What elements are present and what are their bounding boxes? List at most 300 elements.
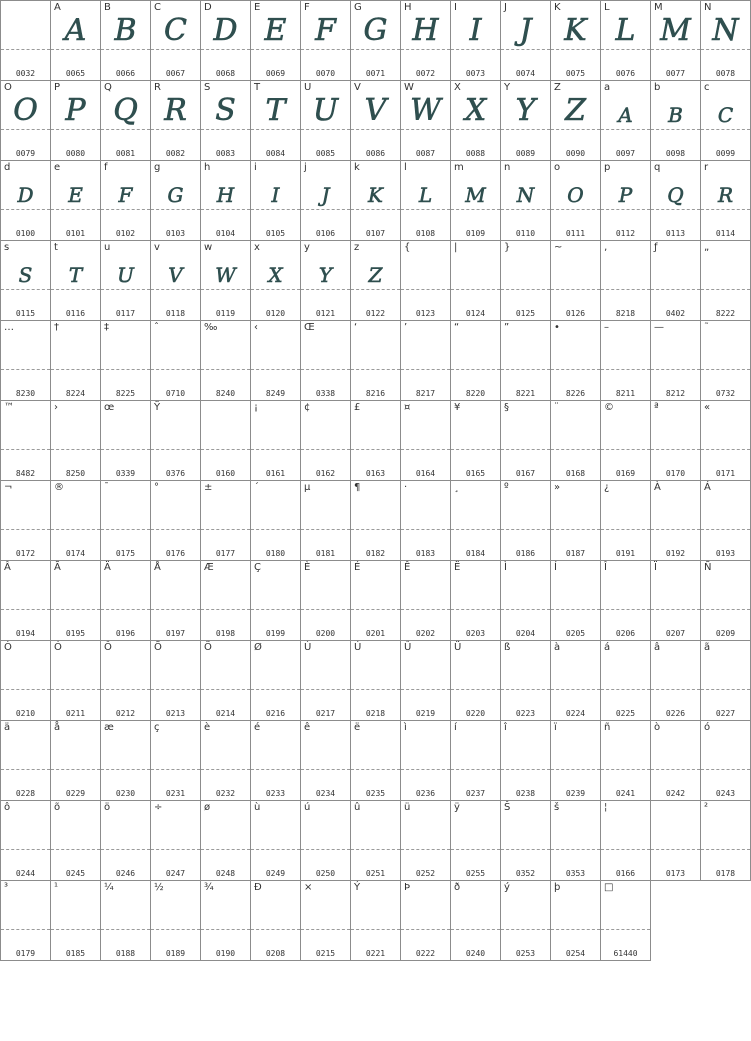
character-code: 0353 [565, 869, 586, 878]
glyph-cell [451, 161, 501, 241]
character-label: û [354, 802, 361, 813]
character-label: R [154, 82, 161, 93]
glyph-cell [301, 481, 351, 561]
glyph-sample: V [168, 263, 183, 287]
glyph-cell [401, 801, 451, 881]
character-label: E [254, 2, 261, 13]
character-label: â [654, 642, 661, 653]
glyph-cell [351, 241, 401, 321]
character-label: è [204, 722, 211, 733]
glyph-cell [101, 881, 151, 961]
glyph-sample [651, 255, 700, 287]
baseline-guide [551, 129, 600, 130]
glyph-cell [151, 401, 201, 481]
character-label: ê [304, 722, 311, 733]
character-code: 0187 [565, 549, 586, 558]
baseline-guide [401, 769, 450, 770]
glyph-cell [701, 481, 751, 561]
glyph-sample: A [618, 103, 633, 127]
glyph-sample [451, 815, 500, 847]
character-code: 0710 [165, 389, 186, 398]
character-code: 0071 [365, 69, 386, 78]
glyph-sample [251, 415, 300, 447]
baseline-guide [201, 609, 250, 610]
glyph-sample [601, 895, 650, 927]
glyph-sample [501, 335, 550, 367]
glyph-sample: F [315, 13, 336, 48]
character-code: 0088 [465, 149, 486, 158]
baseline-guide [651, 289, 700, 290]
character-code: 0104 [215, 229, 236, 238]
character-label: ¶ [354, 482, 361, 493]
character-label: µ [304, 482, 311, 493]
character-code: 0249 [265, 869, 286, 878]
glyph-sample: K [564, 13, 587, 48]
glyph-cell [351, 161, 401, 241]
baseline-guide [251, 769, 300, 770]
character-label: ˜ [704, 322, 709, 333]
glyph-sample [1, 575, 50, 607]
character-code: 0225 [615, 709, 636, 718]
character-code: 0178 [715, 869, 736, 878]
character-code: 0236 [415, 789, 436, 798]
glyph-sample: Z [565, 93, 586, 128]
glyph-cell [551, 481, 601, 561]
baseline-guide [301, 49, 350, 50]
glyph-sample: B [668, 103, 683, 127]
baseline-guide [601, 209, 650, 210]
character-label: › [54, 402, 58, 413]
glyph-sample [101, 815, 150, 847]
character-code: 0241 [615, 789, 636, 798]
glyph-cell [201, 1, 251, 81]
glyph-sample [101, 495, 150, 527]
character-code: 0220 [465, 709, 486, 718]
baseline-guide [301, 369, 350, 370]
baseline-guide [501, 49, 550, 50]
character-code: 0097 [615, 149, 636, 158]
glyph-sample [701, 735, 750, 767]
baseline-guide [501, 369, 550, 370]
character-label: ú [304, 802, 311, 813]
baseline-guide [551, 369, 600, 370]
character-code: 0124 [465, 309, 486, 318]
glyph-cell [501, 641, 551, 721]
character-label: o [554, 162, 561, 173]
baseline-guide [401, 689, 450, 690]
glyph-sample [301, 735, 350, 767]
character-label: ¬ [4, 482, 13, 493]
glyph-sample [651, 495, 700, 527]
character-code: 0207 [665, 629, 686, 638]
character-code: 0198 [215, 629, 236, 638]
character-code: 0188 [115, 949, 136, 958]
glyph-sample [251, 335, 300, 367]
character-code: 0066 [115, 69, 136, 78]
character-code: 0240 [465, 949, 486, 958]
glyph-sample [601, 495, 650, 527]
baseline-guide [1, 49, 50, 50]
character-label: · [404, 482, 408, 493]
glyph-cell [601, 401, 651, 481]
glyph-cell [51, 321, 101, 401]
glyph-cell [51, 401, 101, 481]
glyph-cell [651, 321, 701, 401]
glyph-cell [551, 881, 601, 961]
character-code: 0218 [365, 709, 386, 718]
glyph-sample [151, 495, 200, 527]
character-code: 0215 [315, 949, 336, 958]
glyph-sample [401, 895, 450, 927]
glyph-sample [701, 815, 750, 847]
character-label: ¸ [454, 482, 459, 493]
character-label: V [354, 82, 361, 93]
glyph-sample: H [412, 13, 439, 48]
glyph-sample [251, 815, 300, 847]
character-code: 0190 [215, 949, 236, 958]
glyph-cell [101, 721, 151, 801]
character-label: Ò [4, 642, 12, 653]
glyph-sample [451, 655, 500, 687]
glyph-sample [501, 415, 550, 447]
glyph-cell [101, 801, 151, 881]
character-label: n [504, 162, 511, 173]
glyph-cell [151, 1, 201, 81]
character-code: 0102 [115, 229, 136, 238]
character-label: Â [4, 562, 11, 573]
glyph-cell [551, 801, 601, 881]
glyph-sample: G [167, 183, 184, 207]
baseline-guide [551, 929, 600, 930]
glyph-sample: W [410, 93, 441, 128]
character-code: 0081 [115, 149, 136, 158]
glyph-sample [251, 735, 300, 767]
glyph-cell [51, 1, 101, 81]
character-code: 0099 [715, 149, 736, 158]
character-code: 0175 [115, 549, 136, 558]
character-code: 0248 [215, 869, 236, 878]
character-code: 0089 [515, 149, 536, 158]
baseline-guide [51, 449, 100, 450]
glyph-cell [1, 561, 51, 641]
character-code: 0251 [365, 869, 386, 878]
character-label: } [504, 242, 511, 253]
character-code: 0252 [415, 869, 436, 878]
character-code: 8212 [665, 389, 686, 398]
glyph-sample: Z [368, 263, 383, 287]
glyph-cell [101, 81, 151, 161]
glyph-cell [301, 161, 351, 241]
character-code: 0219 [415, 709, 436, 718]
baseline-guide [1, 689, 50, 690]
baseline-guide [651, 609, 700, 610]
character-label: B [104, 2, 111, 13]
glyph-cell [1, 241, 51, 321]
baseline-guide [151, 369, 200, 370]
character-code: 0196 [115, 629, 136, 638]
glyph-cell [601, 241, 651, 321]
baseline-guide [301, 289, 350, 290]
glyph-sample: L [615, 13, 636, 48]
glyph-sample [651, 815, 700, 847]
glyph-sample [251, 895, 300, 927]
baseline-guide [251, 609, 300, 610]
character-code: 0168 [565, 469, 586, 478]
glyph-sample: E [68, 183, 83, 207]
character-code: 0181 [315, 549, 336, 558]
glyph-cell [201, 721, 251, 801]
baseline-guide [501, 929, 550, 930]
character-code: 8222 [715, 309, 736, 318]
character-code: 8249 [265, 389, 286, 398]
baseline-guide [701, 49, 750, 50]
glyph-sample [1, 495, 50, 527]
character-code: 0246 [115, 869, 136, 878]
glyph-cell [451, 721, 501, 801]
glyph-sample: F [118, 183, 133, 207]
glyph-sample [601, 735, 650, 767]
glyph-sample: Y [318, 263, 333, 287]
character-code: 0166 [615, 869, 636, 878]
character-label: Ê [404, 562, 411, 573]
glyph-cell [401, 641, 451, 721]
glyph-cell [1, 641, 51, 721]
character-label: ™ [4, 402, 14, 413]
character-code: 0217 [315, 709, 336, 718]
glyph-sample [1, 895, 50, 927]
glyph-cell [101, 641, 151, 721]
glyph-sample [51, 655, 100, 687]
glyph-sample: X [268, 263, 283, 287]
character-code: 0084 [265, 149, 286, 158]
glyph-sample [651, 655, 700, 687]
glyph-cell [701, 641, 751, 721]
baseline-guide [1, 929, 50, 930]
baseline-guide [251, 529, 300, 530]
character-code: 0208 [265, 949, 286, 958]
character-label: Ù [304, 642, 312, 653]
glyph-sample [701, 255, 750, 287]
character-code: 0179 [15, 949, 36, 958]
character-label: » [554, 482, 561, 493]
glyph-cell [201, 481, 251, 561]
baseline-guide [301, 769, 350, 770]
baseline-guide [401, 129, 450, 130]
baseline-guide [201, 449, 250, 450]
character-code: 0079 [15, 149, 36, 158]
character-label: H [404, 2, 412, 13]
character-label: j [304, 162, 307, 173]
baseline-guide [651, 769, 700, 770]
baseline-guide [201, 849, 250, 850]
glyph-cell [501, 241, 551, 321]
character-code: 0212 [115, 709, 136, 718]
character-label: ± [204, 482, 213, 493]
glyph-cell [401, 721, 451, 801]
character-label: Ç [254, 562, 261, 573]
baseline-guide [551, 49, 600, 50]
baseline-guide [351, 929, 400, 930]
character-label: ò [654, 722, 661, 733]
character-label: ø [204, 802, 211, 813]
baseline-guide [601, 289, 650, 290]
glyph-cell [251, 481, 301, 561]
glyph-sample [201, 735, 250, 767]
character-label: à [554, 642, 561, 653]
baseline-guide [51, 289, 100, 290]
baseline-guide [451, 289, 500, 290]
character-code: 0172 [15, 549, 36, 558]
glyph-cell [601, 881, 651, 961]
baseline-guide [701, 849, 750, 850]
baseline-guide [101, 49, 150, 50]
glyph-cell [201, 401, 251, 481]
character-code: 0169 [615, 469, 636, 478]
baseline-guide [51, 209, 100, 210]
character-label: ¡ [254, 402, 259, 413]
baseline-guide [251, 369, 300, 370]
baseline-guide [251, 129, 300, 130]
glyph-sample: W [215, 263, 236, 287]
glyph-cell [501, 721, 551, 801]
glyph-sample [251, 655, 300, 687]
glyph-sample [151, 655, 200, 687]
glyph-cell [451, 401, 501, 481]
glyph-cell [351, 401, 401, 481]
glyph-cell [1, 801, 51, 881]
baseline-guide [251, 929, 300, 930]
glyph-sample [401, 335, 450, 367]
character-label: ß [504, 642, 511, 653]
character-label: £ [354, 402, 361, 413]
baseline-guide [201, 129, 250, 130]
baseline-guide [351, 129, 400, 130]
character-label: d [4, 162, 11, 173]
baseline-guide [401, 289, 450, 290]
character-code: 0074 [515, 69, 536, 78]
glyph-sample: S [215, 93, 236, 128]
character-label: N [704, 2, 712, 13]
character-label: ³ [4, 882, 9, 893]
glyph-cell [601, 641, 651, 721]
glyph-sample [451, 495, 500, 527]
glyph-cell [1, 161, 51, 241]
character-code: 8482 [15, 469, 36, 478]
glyph-cell [51, 721, 101, 801]
glyph-sample [151, 895, 200, 927]
glyph-cell [401, 81, 451, 161]
character-code: 0202 [415, 629, 436, 638]
empty-slot [701, 881, 751, 961]
baseline-guide [551, 849, 600, 850]
glyph-sample: I [469, 13, 482, 48]
character-label: F [304, 2, 310, 13]
character-code: 0098 [665, 149, 686, 158]
character-label: « [704, 402, 711, 413]
glyph-sample [251, 575, 300, 607]
character-code: 8250 [65, 469, 86, 478]
glyph-sample [1, 735, 50, 767]
character-label: v [154, 242, 160, 253]
glyph-sample [301, 655, 350, 687]
glyph-sample [551, 495, 600, 527]
baseline-guide [601, 529, 650, 530]
glyph-cell [651, 1, 701, 81]
glyph-sample [1, 815, 50, 847]
baseline-guide [101, 849, 150, 850]
glyph-cell [451, 81, 501, 161]
character-label: á [604, 642, 611, 653]
glyph-cell [651, 241, 701, 321]
baseline-guide [301, 529, 350, 530]
character-label: X [454, 82, 461, 93]
character-label: © [604, 402, 614, 413]
glyph-sample [51, 575, 100, 607]
character-label: † [54, 322, 59, 333]
glyph-cell [201, 81, 251, 161]
glyph-sample [151, 815, 200, 847]
glyph-sample: D [17, 183, 34, 207]
glyph-sample: K [368, 183, 383, 207]
character-label: … [4, 322, 14, 333]
character-label: Ñ [704, 562, 712, 573]
glyph-cell [301, 801, 351, 881]
character-code: 0114 [715, 229, 736, 238]
glyph-cell [351, 801, 401, 881]
glyph-sample [551, 735, 600, 767]
glyph-sample [701, 575, 750, 607]
character-label: | [454, 242, 458, 253]
character-code: 0165 [465, 469, 486, 478]
glyph-sample [451, 735, 500, 767]
baseline-guide [151, 609, 200, 610]
glyph-sample [351, 415, 400, 447]
character-label: Í [554, 562, 557, 573]
baseline-guide [701, 209, 750, 210]
glyph-cell [251, 241, 301, 321]
baseline-guide [651, 529, 700, 530]
baseline-guide [601, 609, 650, 610]
glyph-cell [1, 481, 51, 561]
character-label: Ó [54, 642, 62, 653]
glyph-cell [351, 481, 401, 561]
character-code: 0083 [215, 149, 236, 158]
glyph-cell [101, 1, 151, 81]
character-code: 0255 [465, 869, 486, 878]
character-code: 0065 [65, 69, 86, 78]
glyph-cell [151, 881, 201, 961]
character-code: 0115 [15, 309, 36, 318]
glyph-sample: U [117, 263, 134, 287]
character-code: 0242 [665, 789, 686, 798]
character-label: L [604, 2, 610, 13]
character-code: 0204 [515, 629, 536, 638]
glyph-cell [451, 801, 501, 881]
glyph-sample [101, 415, 150, 447]
character-label: Î [604, 562, 607, 573]
character-code: 0111 [565, 229, 586, 238]
character-code: 8211 [615, 389, 636, 398]
character-label: ” [504, 322, 510, 333]
glyph-cell [351, 1, 401, 81]
baseline-guide [701, 769, 750, 770]
baseline-guide [601, 129, 650, 130]
glyph-cell [401, 481, 451, 561]
glyph-cell [401, 161, 451, 241]
glyph-sample: J [519, 13, 532, 48]
glyph-sample: T [68, 263, 83, 287]
glyph-sample: C [717, 103, 734, 127]
